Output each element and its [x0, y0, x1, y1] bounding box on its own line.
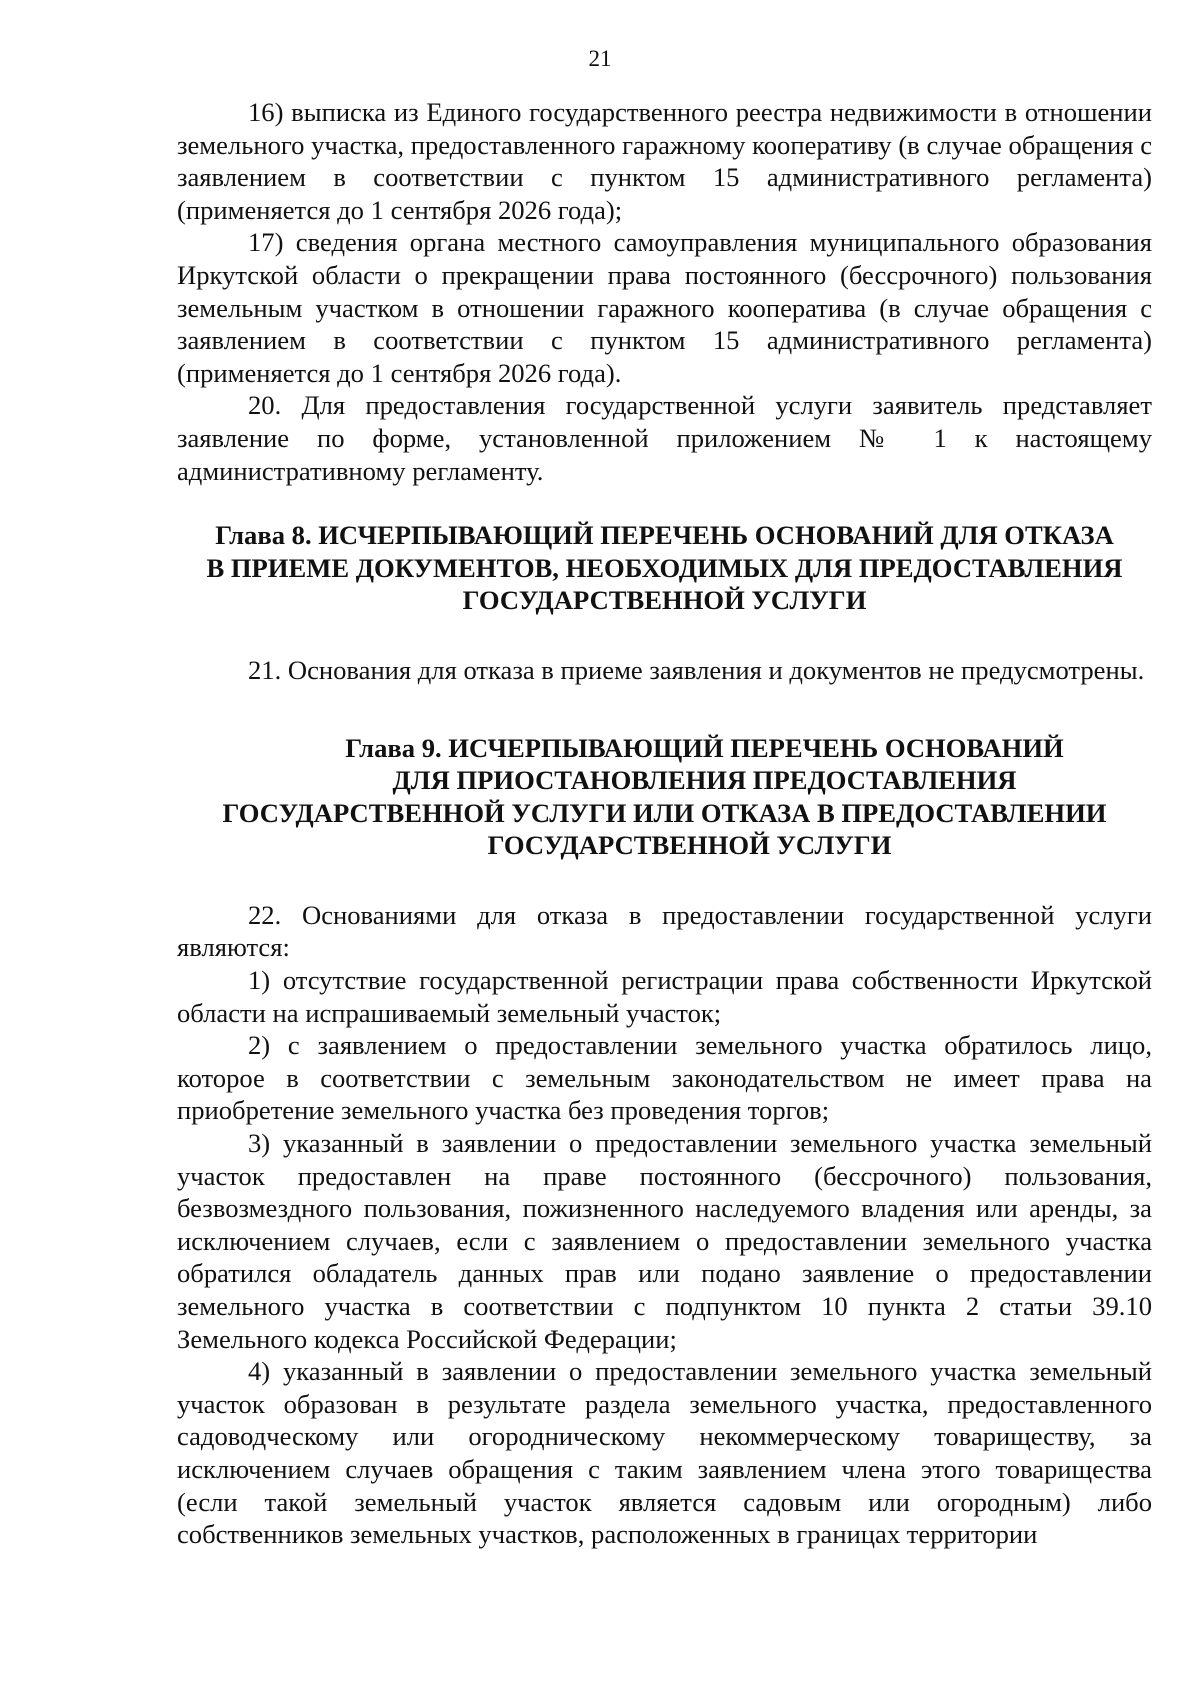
chapter-8-heading-line: В ПРИЕМЕ ДОКУМЕНТОВ, НЕОБХОДИМЫХ ДЛЯ ПРЕДОСТАВЛЕНИЯ — [206, 552, 1123, 583]
paragraph-item-17: 17) сведения органа местного самоуправления муниципального образования Иркутской области о прекращении права постоянного (бессрочного) пользования земельным участком в отношении гаражного кооператива (в случае обращения с заявлением в соответствии с пунктом 15 административного регламента) (применяется до 1 сентября 2026 года). — [177, 227, 1152, 388]
paragraph-item-4: 4) указанный в заявлении о предоставлении земельного участка земельный участок образован в результате раздела земельного участка, предоставленного садоводческому или огородническому некоммерческому товариществу, за исключением случаев обращения с таким заявлением члена этого товарищества (если такой земельный участок является садовым или огородным) либо собственников земельных участков, расположенных в границах территории — [177, 1356, 1152, 1550]
chapter-9-heading — [177, 732, 1152, 862]
chapter-8-heading — [177, 519, 1152, 617]
paragraph-item-3: 3) указанный в заявлении о предоставлении земельного участка земельный участок предоставлен на праве постоянного (бессрочного) пользования, безвозмездного пользования, пожизненного наследуемого владения или аренды, за исключением случаев, если с заявлением о предоставлении земельного участка обратился обладатель данных прав или подано заявление о предоставлении земельного участка в соответствии с подпунктом 10 пункта 2 статьи 39.10 Земельного кодекса Российской Федерации; — [177, 1128, 1152, 1354]
chapter-9-heading-line: ГОСУДАРСТВЕННОЙ УСЛУГИ — [487, 830, 892, 861]
paragraph-clause-21: 21. Основания для отказа в приеме заявления и документов не предусмотрены. — [248, 654, 1145, 685]
paragraph-item-1: 1) отсутствие государственной регистрации права собственности Иркутской области на испрашиваемый земельный участок; — [177, 965, 1152, 1028]
document-body — [177, 96, 1152, 1551]
chapter-9-heading-line: ГОСУДАРСТВЕННОЙ УСЛУГИ ИЛИ ОТКАЗА В ПРЕДОСТАВЛЕНИИ — [222, 797, 1107, 828]
chapter-8-heading-line: Глава 8. ИСЧЕРПЫВАЮЩИЙ ПЕРЕЧЕНЬ ОСНОВАНИЙ ДЛЯ ОТКАЗА — [215, 520, 1114, 551]
chapter-9-heading-line: ДЛЯ ПРИОСТАНОВЛЕНИЯ ПРЕДОСТАВЛЕНИЯ — [392, 765, 1017, 796]
paragraph-clause-20: 20. Для предоставления государственной услуги заявитель представляет заявление по форме, установленной приложением № 1 к настоящему административному регламенту. — [177, 390, 1152, 486]
paragraph-clause-22: 22. Основаниями для отказа в предоставлении государственной услуги являются: — [177, 899, 1152, 963]
paragraph-item-16: 16) выписка из Единого государственного реестра недвижимости в отношении земельного участка, предоставленного гаражному кооперативу (в случае обращения с заявлением в соответствии с пунктом 15 административного регламента) (применяется до 1 сентября 2026 года); — [177, 97, 1152, 225]
chapter-9-heading-line: Глава 9. ИСЧЕРПЫВАЮЩИЙ ПЕРЕЧЕНЬ ОСНОВАНИЙ — [345, 732, 1064, 763]
chapter-8-heading-line: ГОСУДАРСТВЕННОЙ УСЛУГИ — [462, 585, 867, 616]
page-number: 21 — [588, 46, 612, 71]
paragraph-item-2: 2) с заявлением о предоставлении земельного участка обратилось лицо, которое в соответствии с земельным законодательством не имеет права на приобретение земельного участка без проведения торгов; — [177, 1030, 1152, 1126]
